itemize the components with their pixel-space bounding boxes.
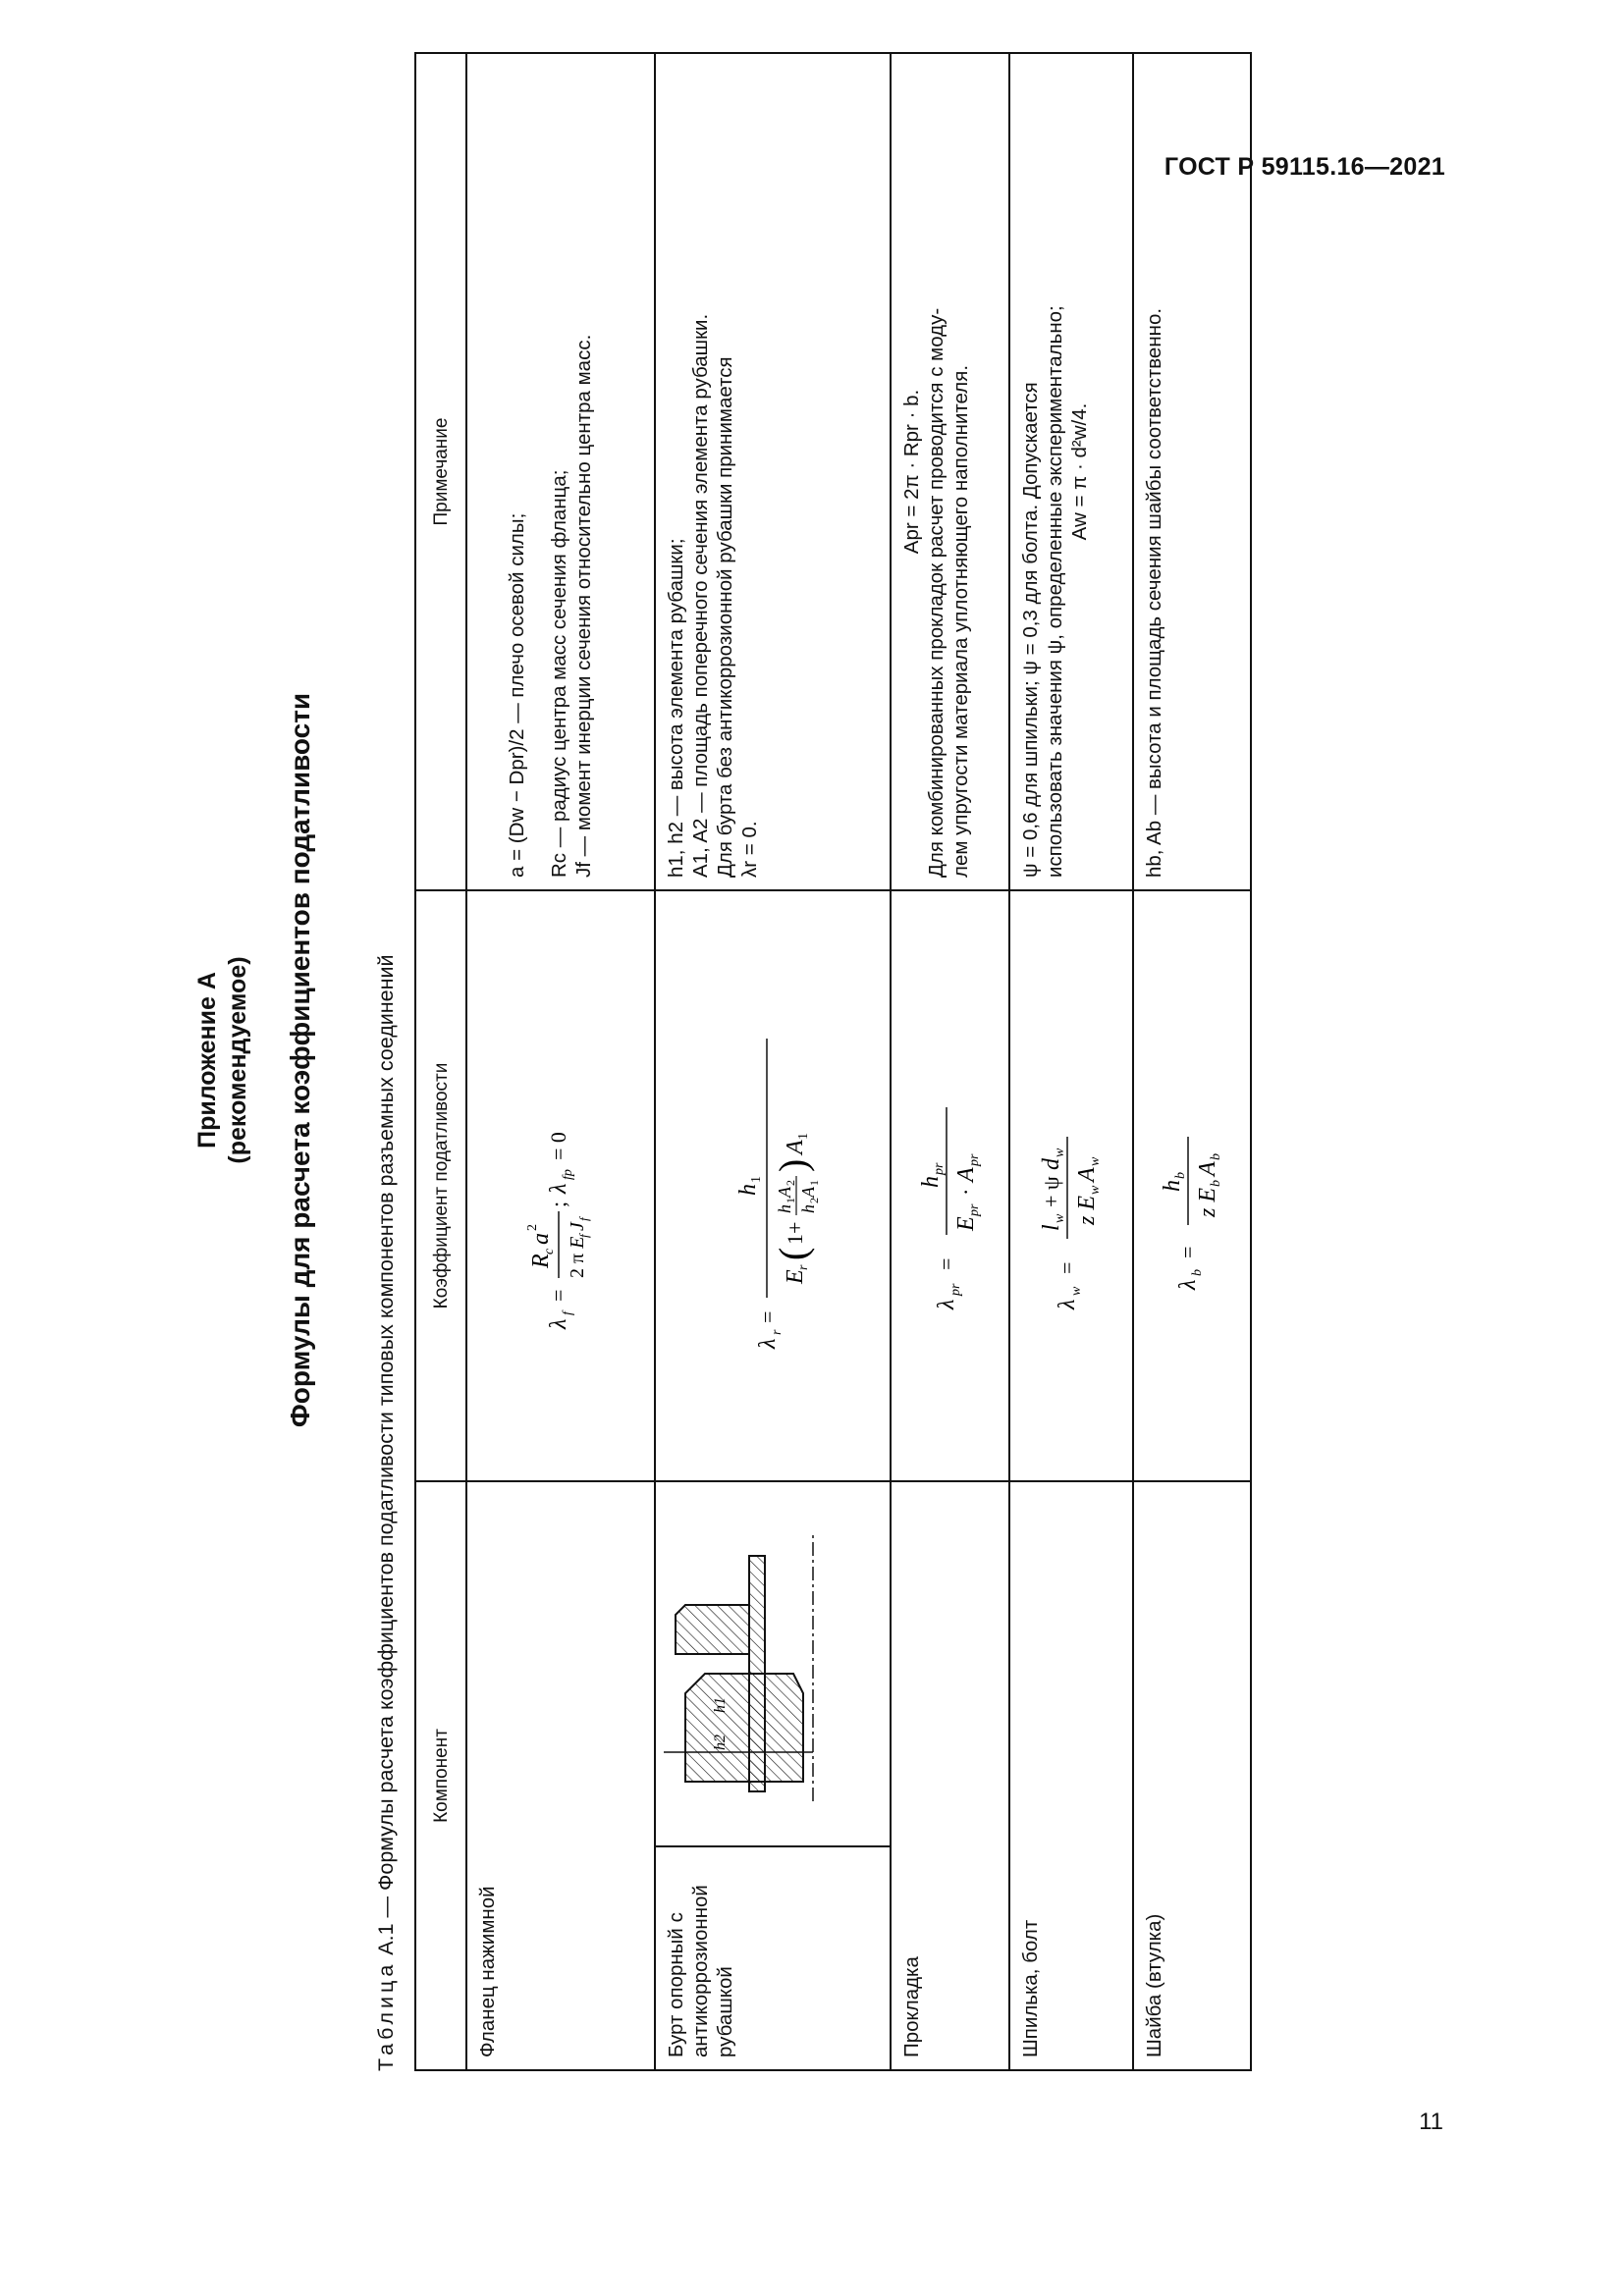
note-line: Apr = 2π · Rpr · b.: [900, 389, 923, 555]
svg-text:z E: z E: [1195, 1188, 1220, 1217]
svg-text:A: A: [798, 1187, 818, 1198]
note-cell: [466, 53, 655, 890]
page-number: 11: [1419, 2109, 1443, 2135]
svg-text:h: h: [1160, 1180, 1185, 1192]
figure-label-h2: h2: [712, 1735, 729, 1750]
col-header-component: Компонент: [415, 1481, 466, 2070]
formula-flange: [518, 1039, 597, 1333]
note-line: ψ = 0,6 для шпильки; ψ = 0,3 для болта. Допускается: [1019, 382, 1042, 878]
table-row: [891, 53, 1009, 2070]
svg-text:λ: λ: [755, 1338, 781, 1349]
svg-text:w: w: [1069, 1286, 1084, 1296]
svg-text:w: w: [1053, 1213, 1067, 1223]
component-cell: Фланец нажимной: [466, 1481, 655, 2070]
formula-cell: [1133, 890, 1251, 1481]
svg-text:f: f: [576, 1217, 591, 1221]
table-caption-label: Таблица: [374, 1960, 398, 2071]
formula-cell: [1009, 890, 1133, 1481]
svg-text:λ: λ: [933, 1299, 959, 1309]
component-cell: [655, 1481, 891, 2070]
note-line: Rc — радиус центра масс сечения фланца;: [548, 469, 570, 878]
svg-text:fp: fp: [561, 1169, 575, 1180]
svg-text:pr: pr: [966, 1153, 982, 1166]
svg-text:d: d: [1039, 1158, 1064, 1170]
svg-text:w: w: [1053, 1148, 1067, 1157]
table-row: [466, 53, 655, 2070]
col-header-coefficient: Коэффициент податливости: [415, 890, 466, 1481]
note-line: a = (Dw − Dpr)/2 — плечо осевой силы;: [506, 512, 528, 878]
svg-text:A: A: [783, 1140, 808, 1154]
svg-text:1+: 1+: [783, 1221, 807, 1245]
rotated-annex: [192, 49, 1444, 2071]
note-line: hb, Ab — высота и площадь сечения шайбы соответственно.: [1143, 307, 1165, 878]
svg-text:l: l: [1039, 1224, 1064, 1231]
svg-text:=: =: [933, 1257, 958, 1270]
col-header-note: Примечание: [415, 53, 466, 890]
svg-text:a: a: [528, 1233, 554, 1245]
note-line: Aw = π · d²w/4.: [1068, 402, 1091, 541]
svg-text:A: A: [952, 1167, 979, 1182]
formula-washer: [1150, 1078, 1228, 1294]
svg-text:h: h: [775, 1204, 794, 1213]
component-label: Бурт опорный с антикоррозионной рубашкой: [656, 1845, 890, 2069]
annex-title-block: [192, 49, 253, 2071]
note-line: Для комбинированных прокладок расчет проводится с моду-: [925, 307, 947, 878]
svg-text:b: b: [1209, 1180, 1223, 1187]
note-line: Jf — момент инерции сечения относительно центра масс.: [572, 334, 595, 878]
svg-text:b: b: [1209, 1153, 1223, 1160]
table-row: [1009, 53, 1133, 2070]
note-cell: [1133, 53, 1251, 890]
svg-text:f: f: [561, 1311, 575, 1315]
svg-text:J: J: [567, 1222, 588, 1231]
figure-label-h1: h1: [712, 1697, 729, 1713]
svg-text:λ: λ: [546, 1183, 571, 1194]
svg-text:): ): [771, 1158, 815, 1172]
note-line: A1, A2 — площадь поперечного сечения элемента рубашки.: [689, 313, 712, 878]
svg-text:f: f: [576, 1234, 591, 1238]
collar-drawing: [656, 1482, 890, 1845]
component-cell: Шпилька, болт: [1009, 1481, 1133, 2070]
svg-text:A: A: [1074, 1167, 1100, 1182]
svg-text:2 π E: 2 π E: [567, 1236, 588, 1278]
svg-text:E: E: [783, 1269, 808, 1284]
svg-text:2: 2: [525, 1224, 540, 1231]
annex-heading: Формулы для расчета коэффициентов податливости: [285, 692, 315, 1428]
formula-stud: [1029, 1058, 1108, 1313]
svg-text:pr: pr: [931, 1162, 947, 1175]
svg-text:A: A: [775, 1187, 794, 1198]
svg-text:= 0: = 0: [546, 1132, 570, 1160]
formula-cell: [655, 890, 891, 1481]
svg-text:z E: z E: [1074, 1196, 1100, 1225]
table-caption-text: А.1 — Формулы расчета коэффициентов податливости типовых компонентов разъемных соединений: [374, 954, 398, 1955]
svg-text:=: =: [1175, 1246, 1200, 1258]
svg-text:2: 2: [784, 1180, 797, 1186]
table-row: [655, 53, 891, 2070]
note-cell: [891, 53, 1009, 890]
document-code: ГОСТ Р 59115.16—2021: [1164, 153, 1445, 181]
annex-title: Приложение А: [193, 972, 221, 1148]
note-cell: [655, 53, 891, 890]
svg-text:A: A: [1195, 1161, 1220, 1176]
svg-text:2: 2: [807, 1198, 821, 1203]
svg-text:r: r: [770, 1329, 785, 1335]
component-cell: Шайба (втулка): [1133, 1481, 1251, 2070]
svg-text:+ ψ: + ψ: [1039, 1176, 1063, 1207]
svg-text:λ: λ: [546, 1318, 571, 1329]
svg-text:h: h: [917, 1176, 944, 1188]
formula-gasket: [908, 1058, 987, 1313]
svg-text:w: w: [1088, 1185, 1103, 1195]
svg-text:(: (: [771, 1247, 815, 1260]
note-line: использовать значения ψ, определенные экспериментально;: [1044, 305, 1066, 878]
svg-text:=: =: [1055, 1261, 1079, 1274]
svg-text:1: 1: [749, 1176, 764, 1183]
svg-text:h: h: [798, 1204, 818, 1213]
table-caption: [374, 954, 399, 2071]
collar-section-figure: [656, 1517, 823, 1811]
svg-text:=: =: [546, 1289, 570, 1302]
annex-status: (рекомендуемое): [224, 956, 251, 1164]
svg-text:=: =: [755, 1310, 780, 1323]
svg-text:;: ;: [546, 1201, 570, 1207]
svg-text:w: w: [1088, 1156, 1103, 1166]
formula-cell: [891, 890, 1009, 1481]
formula-cell: [466, 890, 655, 1481]
svg-text:b: b: [1173, 1172, 1188, 1179]
table-row: [1133, 53, 1251, 2070]
svg-text:λ: λ: [1175, 1279, 1201, 1290]
note-line: λr = 0.: [738, 821, 761, 878]
svg-text:1: 1: [784, 1198, 797, 1203]
note-line: лем упругости материала уплотняющего наполнителя.: [949, 364, 972, 878]
svg-text:λ: λ: [1055, 1299, 1080, 1309]
svg-text:E: E: [952, 1216, 979, 1231]
svg-text:1: 1: [807, 1180, 821, 1186]
note-line: Для бурта без антикоррозионной рубашки принимается: [714, 356, 736, 878]
svg-text:b: b: [1190, 1269, 1205, 1276]
component-cell: Прокладка: [891, 1481, 1009, 2070]
svg-text:c: c: [542, 1248, 557, 1255]
compliance-table: [414, 52, 1252, 2071]
svg-text:pr: pr: [966, 1203, 982, 1216]
svg-text:1: 1: [796, 1133, 811, 1140]
svg-text:r: r: [796, 1264, 811, 1270]
svg-text:pr: pr: [947, 1283, 963, 1296]
formula-collar: [716, 1019, 824, 1353]
svg-text:·: ·: [952, 1188, 978, 1196]
svg-text:h: h: [735, 1184, 761, 1196]
note-cell: [1009, 53, 1133, 890]
table-header-row: [415, 53, 466, 2070]
note-line: h1, h2 — высота элемента рубашки;: [665, 538, 687, 878]
svg-text:R: R: [528, 1254, 554, 1268]
